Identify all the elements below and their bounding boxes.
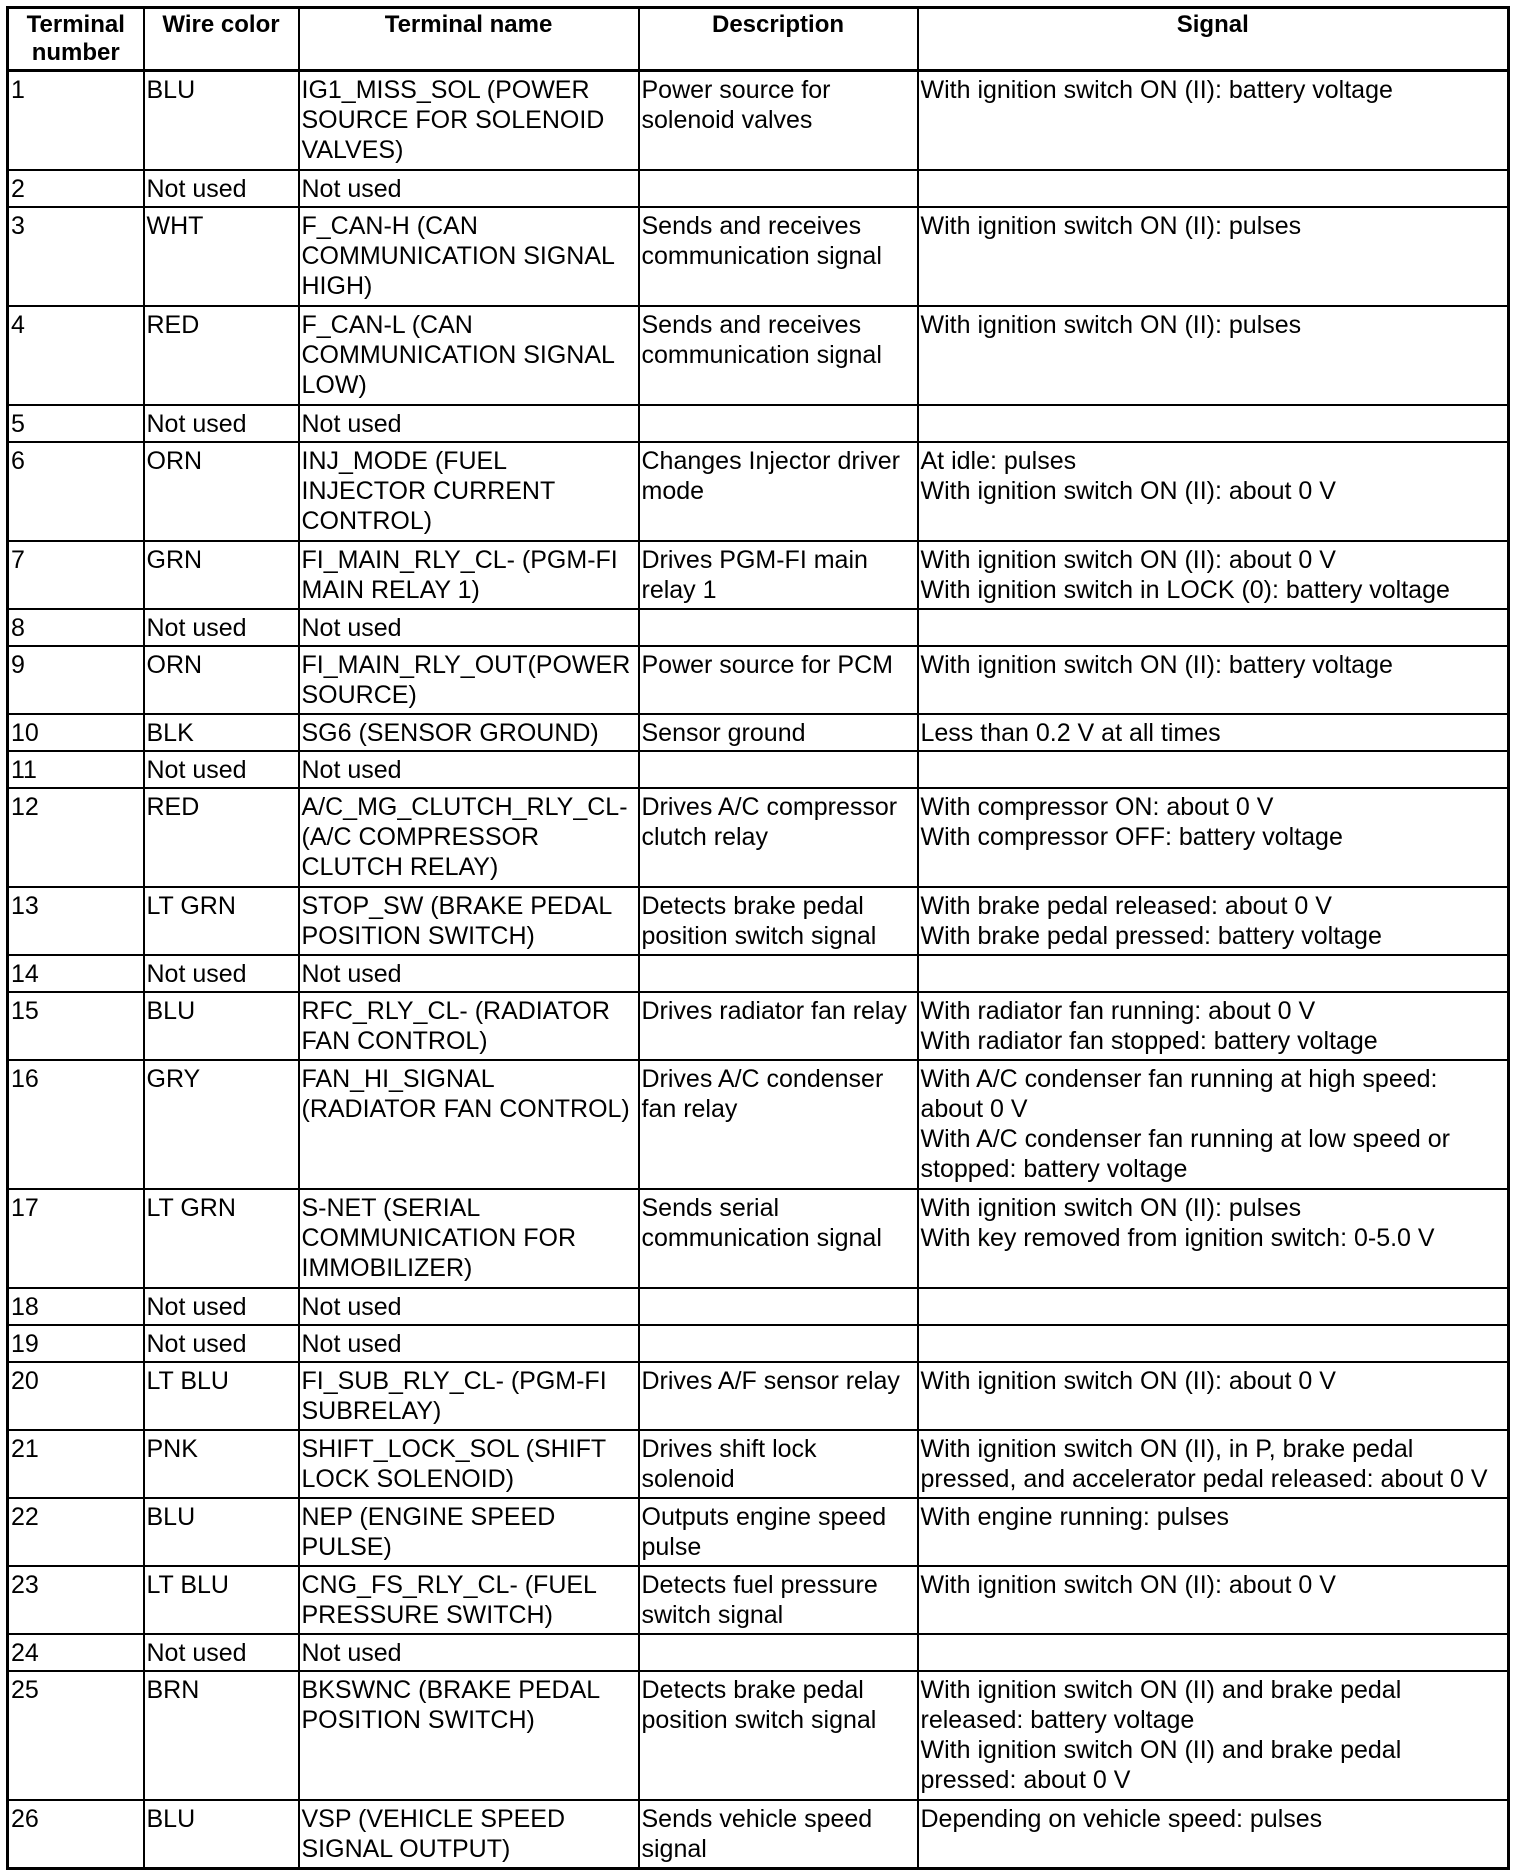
cell-description [639,1634,918,1671]
cell-terminal-name: NEP (ENGINE SPEED PULSE) [299,1498,639,1566]
cell-terminal-name: SHIFT_LOCK_SOL (SHIFT LOCK SOLENOID) [299,1430,639,1498]
header-signal: Signal [918,8,1509,71]
cell-description: Sends and receives communication signal [639,207,918,306]
cell-wire-color: BLU [144,71,299,171]
cell-terminal-number: 18 [8,1288,144,1325]
cell-description [639,1288,918,1325]
cell-wire-color: PNK [144,1430,299,1498]
cell-description: Drives shift lock solenoid [639,1430,918,1498]
table-row [8,609,1509,646]
cell-signal: Depending on vehicle speed: pulses [918,1800,1509,1869]
table-row [8,1634,1509,1671]
table-row [8,1189,1509,1288]
cell-terminal-name: FAN_HI_SIGNAL (RADIATOR FAN CONTROL) [299,1060,639,1189]
cell-signal [918,1288,1509,1325]
cell-terminal-name: FI_SUB_RLY_CL- (PGM-FI SUBRELAY) [299,1362,639,1430]
cell-signal [918,1325,1509,1362]
cell-wire-color: Not used [144,1634,299,1671]
cell-wire-color: BLU [144,1498,299,1566]
cell-signal [918,1634,1509,1671]
cell-description: Drives radiator fan relay [639,992,918,1060]
table-row [8,992,1509,1060]
cell-terminal-name: F_CAN-H (CAN COMMUNICATION SIGNAL HIGH) [299,207,639,306]
cell-signal: With ignition switch ON (II) and brake pedal released: battery voltage With ignition switch ON (II) and brake pedal pressed: about 0 V [918,1671,1509,1800]
cell-terminal-number: 10 [8,714,144,751]
cell-description: Detects brake pedal position switch signal [639,1671,918,1800]
table-row [8,405,1509,442]
cell-signal: With ignition switch ON (II): battery voltage [918,71,1509,171]
cell-signal: With A/C condenser fan running at high speed: about 0 V With A/C condenser fan running at low speed or stopped: battery voltage [918,1060,1509,1189]
table-row [8,1325,1509,1362]
cell-description: Power source for PCM [639,646,918,714]
table-row [8,306,1509,405]
cell-description: Detects brake pedal position switch signal [639,887,918,955]
cell-signal: With compressor ON: about 0 V With compressor OFF: battery voltage [918,788,1509,887]
cell-wire-color: BLK [144,714,299,751]
cell-wire-color: GRN [144,541,299,609]
table-body [8,71,1509,1869]
cell-wire-color: RED [144,788,299,887]
cell-description: Drives PGM-FI main relay 1 [639,541,918,609]
cell-terminal-number: 9 [8,646,144,714]
table-row [8,1671,1509,1800]
cell-terminal-number: 7 [8,541,144,609]
cell-terminal-name: INJ_MODE (FUEL INJECTOR CURRENT CONTROL) [299,442,639,541]
cell-terminal-number: 14 [8,955,144,992]
cell-wire-color: RED [144,306,299,405]
table-row [8,1566,1509,1634]
cell-terminal-number: 17 [8,1189,144,1288]
table-row [8,1498,1509,1566]
cell-wire-color: WHT [144,207,299,306]
cell-signal: With ignition switch ON (II): pulses [918,306,1509,405]
cell-signal [918,609,1509,646]
header-wire-color: Wire color [144,8,299,71]
cell-terminal-number: 13 [8,887,144,955]
cell-description: Sends and receives communication signal [639,306,918,405]
cell-terminal-number: 1 [8,71,144,171]
table-row [8,751,1509,788]
cell-terminal-name: STOP_SW (BRAKE PEDAL POSITION SWITCH) [299,887,639,955]
cell-signal [918,955,1509,992]
cell-signal: With ignition switch ON (II): battery voltage [918,646,1509,714]
cell-terminal-name: VSP (VEHICLE SPEED SIGNAL OUTPUT) [299,1800,639,1869]
cell-terminal-name: IG1_MISS_SOL (POWER SOURCE FOR SOLENOID VALVES) [299,71,639,171]
table-row [8,1288,1509,1325]
cell-wire-color: Not used [144,1325,299,1362]
cell-signal: With ignition switch ON (II): pulses With key removed from ignition switch: 0-5.0 V [918,1189,1509,1288]
cell-terminal-number: 3 [8,207,144,306]
cell-signal: With ignition switch ON (II): pulses [918,207,1509,306]
cell-wire-color: GRY [144,1060,299,1189]
cell-description [639,405,918,442]
cell-signal: With ignition switch ON (II): about 0 V With ignition switch in LOCK (0): battery voltage [918,541,1509,609]
header-row [8,8,1509,71]
cell-terminal-number: 16 [8,1060,144,1189]
cell-description: Sends serial communication signal [639,1189,918,1288]
cell-terminal-number: 15 [8,992,144,1060]
cell-terminal-number: 2 [8,170,144,207]
cell-terminal-name: Not used [299,170,639,207]
cell-terminal-name: A/C_MG_CLUTCH_RLY_CL- (A/C COMPRESSOR CLUTCH RELAY) [299,788,639,887]
cell-description [639,1325,918,1362]
cell-terminal-number: 26 [8,1800,144,1869]
cell-description: Drives A/F sensor relay [639,1362,918,1430]
cell-description: Drives A/C compressor clutch relay [639,788,918,887]
table-row [8,1800,1509,1869]
cell-terminal-number: 4 [8,306,144,405]
cell-terminal-number: 24 [8,1634,144,1671]
cell-terminal-name: Not used [299,1325,639,1362]
terminal-table [6,6,1510,1870]
cell-terminal-number: 22 [8,1498,144,1566]
cell-description: Sends vehicle speed signal [639,1800,918,1869]
table-row [8,442,1509,541]
cell-wire-color: Not used [144,955,299,992]
cell-description [639,955,918,992]
cell-description: Power source for solenoid valves [639,71,918,171]
cell-signal: At idle: pulses With ignition switch ON (II): about 0 V [918,442,1509,541]
cell-terminal-number: 12 [8,788,144,887]
table-row [8,955,1509,992]
cell-signal: With engine running: pulses [918,1498,1509,1566]
cell-description: Changes Injector driver mode [639,442,918,541]
table-row [8,788,1509,887]
cell-signal: With ignition switch ON (II): about 0 V [918,1362,1509,1430]
header-terminal-number: Terminal number [8,8,144,71]
cell-signal [918,405,1509,442]
table-row [8,1060,1509,1189]
cell-description: Detects fuel pressure switch signal [639,1566,918,1634]
cell-description [639,170,918,207]
cell-wire-color: Not used [144,170,299,207]
header-description: Description [639,8,918,71]
cell-terminal-name: CNG_FS_RLY_CL- (FUEL PRESSURE SWITCH) [299,1566,639,1634]
cell-terminal-name: Not used [299,609,639,646]
cell-terminal-name: Not used [299,955,639,992]
cell-terminal-name: F_CAN-L (CAN COMMUNICATION SIGNAL LOW) [299,306,639,405]
cell-wire-color: BLU [144,1800,299,1869]
cell-terminal-number: 5 [8,405,144,442]
cell-wire-color: LT GRN [144,1189,299,1288]
cell-description: Sensor ground [639,714,918,751]
table-row [8,714,1509,751]
table-header [8,8,1509,71]
cell-terminal-name: Not used [299,1288,639,1325]
cell-wire-color: LT BLU [144,1566,299,1634]
cell-terminal-name: S-NET (SERIAL COMMUNICATION FOR IMMOBILIZER) [299,1189,639,1288]
header-terminal-name: Terminal name [299,8,639,71]
table-row [8,541,1509,609]
cell-wire-color: LT GRN [144,887,299,955]
cell-terminal-name: BKSWNC (BRAKE PEDAL POSITION SWITCH) [299,1671,639,1800]
cell-terminal-number: 25 [8,1671,144,1800]
cell-signal [918,751,1509,788]
table-row [8,71,1509,171]
cell-signal: With ignition switch ON (II): about 0 V [918,1566,1509,1634]
table-row [8,1362,1509,1430]
cell-terminal-number: 19 [8,1325,144,1362]
table-row [8,207,1509,306]
table-row [8,170,1509,207]
cell-wire-color: Not used [144,405,299,442]
cell-wire-color: Not used [144,1288,299,1325]
cell-wire-color: Not used [144,609,299,646]
cell-signal [918,170,1509,207]
cell-terminal-name: Not used [299,751,639,788]
cell-terminal-number: 23 [8,1566,144,1634]
cell-wire-color: BLU [144,992,299,1060]
cell-terminal-name: SG6 (SENSOR GROUND) [299,714,639,751]
cell-terminal-name: Not used [299,1634,639,1671]
cell-terminal-name: RFC_RLY_CL- (RADIATOR FAN CONTROL) [299,992,639,1060]
cell-terminal-number: 6 [8,442,144,541]
cell-terminal-number: 11 [8,751,144,788]
cell-description: Drives A/C condenser fan relay [639,1060,918,1189]
cell-wire-color: BRN [144,1671,299,1800]
cell-wire-color: ORN [144,646,299,714]
table-row [8,646,1509,714]
cell-signal: With radiator fan running: about 0 V With radiator fan stopped: battery voltage [918,992,1509,1060]
cell-wire-color: ORN [144,442,299,541]
cell-terminal-number: 8 [8,609,144,646]
cell-signal: Less than 0.2 V at all times [918,714,1509,751]
cell-description: Outputs engine speed pulse [639,1498,918,1566]
table-row [8,887,1509,955]
cell-wire-color: Not used [144,751,299,788]
cell-description [639,751,918,788]
cell-signal: With brake pedal released: about 0 V With brake pedal pressed: battery voltage [918,887,1509,955]
cell-terminal-name: FI_MAIN_RLY_CL- (PGM-FI MAIN RELAY 1) [299,541,639,609]
cell-wire-color: LT BLU [144,1362,299,1430]
table-row [8,1430,1509,1498]
cell-terminal-name: Not used [299,405,639,442]
cell-description [639,609,918,646]
cell-terminal-name: FI_MAIN_RLY_OUT(POWER SOURCE) [299,646,639,714]
cell-signal: With ignition switch ON (II), in P, brake pedal pressed, and accelerator pedal released: about 0 V [918,1430,1509,1498]
cell-terminal-number: 21 [8,1430,144,1498]
cell-terminal-number: 20 [8,1362,144,1430]
